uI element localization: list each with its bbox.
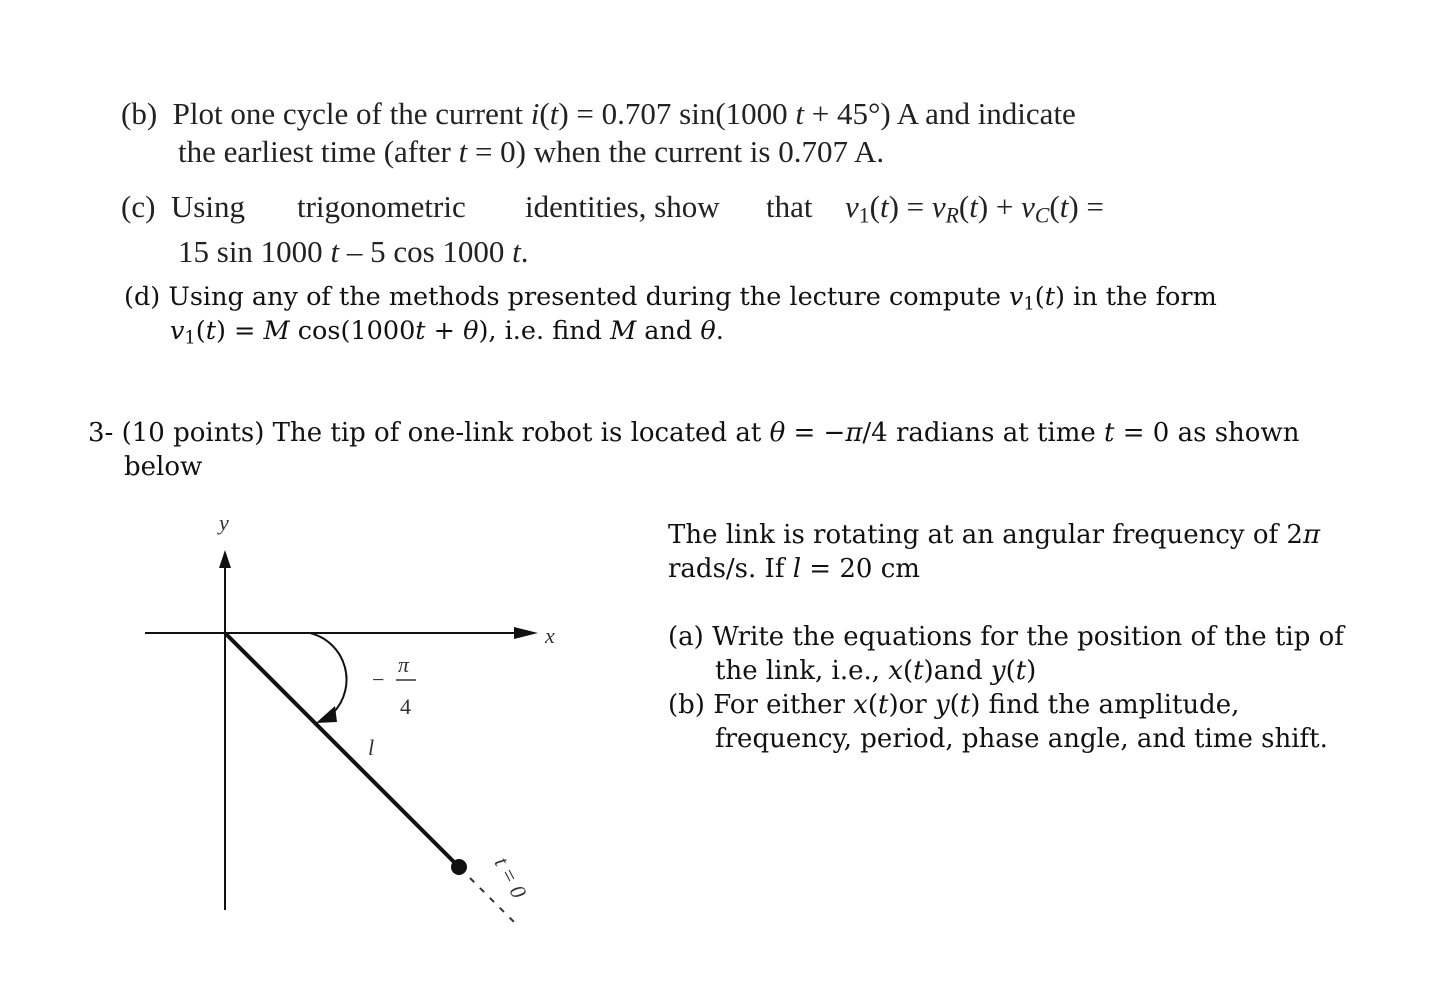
angle-arc-arrowhead [316,706,337,723]
y-axis-arrowhead [219,550,231,568]
right-intro-line1: The link is rotating at an angular frequency of 2π [668,520,1321,550]
prev-part-d-line1: (d) Using any of the methods presented during the lecture compute $v_1(t)$ in the form [124,282,1217,315]
link-tip-dot [451,859,467,875]
t-zero-label: t = 0 [489,852,532,903]
prev-part-d-line2: $v_1(t) = M$ cos(1000t + θ), i.e. find M and θ. [170,316,724,349]
prev-part-c-label: (c) [121,189,156,224]
angle-minus-sign: − [372,667,385,692]
right-intro-line2: rads/s. If l = 20 cm [668,554,920,584]
robot-link [225,633,459,867]
problem3-number: 3- [88,418,114,448]
problem3-line1: 3- (10 points) The tip of one-link robot is located at θ = −π/4 radians at time t = 0 as shown [88,418,1300,448]
problem3-line2: below [124,452,203,482]
question-b-line1: (b) For either x(t)or y(t) find the amplitude, [668,690,1240,720]
question-a-line2: the link, i.e., x(t)and y(t) [715,656,1037,686]
angle-denominator: 4 [400,694,411,719]
prev-part-b-line1: (b) Plot one cycle of the current i(t) = 0.707 sin(1000 t + 45°) A and indicate [121,96,1076,131]
prev-part-c-line2: 15 sin 1000 t – 5 cos 1000 t. [178,234,529,269]
question-b-label: (b) [668,690,705,720]
question-a-line1: (a) Write the equations for the position of the tip of [668,622,1344,652]
angle-numerator: π [398,652,410,677]
question-a-label: (a) [668,622,704,652]
x-axis-label: x [545,623,555,648]
prev-part-d-label: (d) [124,282,161,312]
angle-arc [310,633,347,713]
prev-part-b-label: (b) [121,96,158,131]
y-axis-label: y [219,510,229,535]
link-length-label: l [368,735,375,760]
prev-part-c-equation: $v_1(t) = v_R(t) + v_C(t)$ = [845,189,1104,228]
question-b-line2: frequency, period, phase angle, and time shift. [715,724,1328,754]
x-axis-arrowhead [514,627,538,639]
prev-part-c-line1: (c) Using trigonometric identities, show that $v_1(t) = v_R(t) + v_C(t)$ = [121,189,1104,228]
prev-part-b-line2: the earliest time (after t = 0) when the current is 0.707 A. [178,134,885,169]
